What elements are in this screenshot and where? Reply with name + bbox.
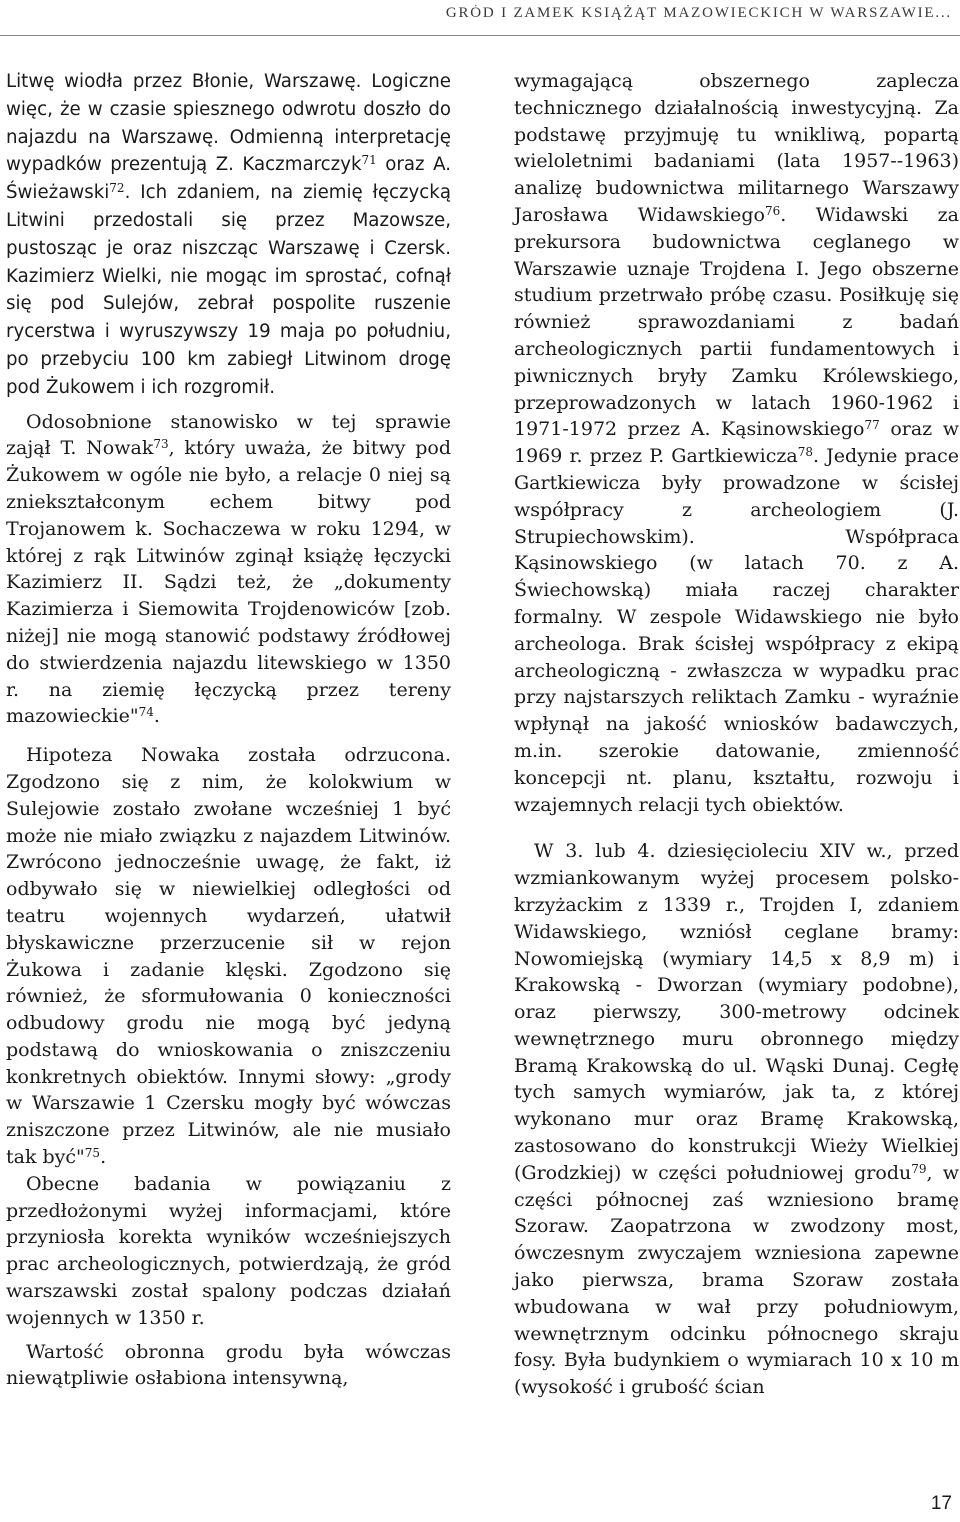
footnote-ref-79: 79 (911, 1161, 927, 1176)
paragraph-3: Hipoteza Nowaka została odrzucona. Zgodzono się z nim, że kolokwium w Sulejowie zostało zwołane wcześniej 1 być może nie miało związku z najazdem Litwinów. Zwrócono jednocześnie uwagę, że fakt, iż odbywało się w niewielkiej odległości od teatru wojennych wydarzeń, ułatwił błyskawiczne przerzucenie sił w rejon Żukowa i zadanie klęski. Zgodzono się również, że sformułowania 0 konieczności odbudowy grodu nie mogą być jedyną podstawą do wnioskowania o zniszczeniu konkretnych obiektów. Innymi słowy: „grody w Warszawie 1 Czersku mogły być wówczas zniszczone przez Litwinów, ale nie musiało tak być"$^{75}$. (6, 744, 451, 1169)
paragraph-2: Odosobnione stanowisko w tej sprawie zajął T. Nowak$^{73}$, który uważa, że bitwy pod Żukowem w ogóle nie było, a relacje 0 niej są zniekształconym echem bitwy pod Trojanowem k. Sochaczewa w roku 1294, w której z rąk Litwinów zginął książę łęczycki Kazimierz II. Sądzi też, że „dokumenty Kazimierza i Siemowita Trojdenowiców [zob. niżej] nie mogą stanowić podstawy źródłowej do stwierdzenia najazdu litewskiego w 1350 r. na ziemię łęczycką przez tereny mazowieckie"$^{74}$. (6, 410, 451, 728)
footnote-ref-76: 76 (765, 203, 781, 218)
footnote-ref-72: 72 (109, 181, 125, 196)
paragraph-1: Litwę wiodła przez Błonie, Warszawę. Logiczne więc, że w czasie spiesznego odwrotu doszło do najazdu na Warszawę. Odmienną interpretację wypadków prezentują Z. Kaczmarczyk$^{71}$ oraz A. Świeżawski$^{72}$. Ich zdaniem, na ziemię łęczycką Litwini przedostali się przez Mazowsze, pustosząc je oraz niszcząc Warszawę i Czersk. Kazimierz Wielki, nie mogąc im sprostać, cofnął się pod Sulejów, zebrał pospolite ruszenie rycerstwa i wyruszywszy 19 maja po południu, po przebyciu 100 km zabiegł Litwinom drogę pod Żukowem i ich rozgromił. (6, 71, 451, 398)
left-column (6, 68, 451, 1392)
page-number: 17 (930, 1493, 952, 1514)
footnote-ref-73: 73 (153, 437, 169, 452)
paragraph-6: wymagającą obszernego zaplecza technicznego działalnością inwestycyjną. Za podstawę przyjmuję tu wnikliwą, popartą wieloletnimi badaniami (lata 1957--1963) analizę budownictwa militarnego Warszawy Jarosława Widawskiego$^{76}$. Widawski za prekursora budownictwa ceglanego w Warszawie uznaje Trojdena I. Jego obszerne studium przetrwało próbę czasu. Posiłkuję się również sprawozdaniami z badań archeologicznych partii fundamentowych i piwnicznych bryły Zamku Królewskiego, przeprowadzonych w latach 1960-1962 i 1971-1972 przez A. Kąsinowskiego$^{77}$ oraz w 1969 r. przez P. Gartkiewicza$^{78}$. Jedynie prace Gartkiewicza były prowadzone w ścisłej współpracy z archeologiem (J. Strupiechowskim). Współpraca Kąsinowskiego (w latach 70. z A. Świechowską) miała raczej charakter formalny. W zespole Widawskiego nie było archeologa. Brak ścisłej współpracy z ekipą archeologiczną - zwłaszcza w wypadku prac przy najstarszych reliktach Zamku - wyraźnie wpłynął na jakość wniosków badawczych, m.in. szerokie datowanie, zmienność koncepcji nt. planu, kształtu, rozwoju i wzajemnych relacji tych obiektów. (514, 70, 959, 816)
footnote-ref-71: 71 (361, 153, 377, 168)
paragraph-5: Wartość obronna grodu była wówczas niewątpliwie osłabiona intensywną, (6, 1340, 451, 1390)
paragraph-7: W 3. lub 4. dziesięcioleciu XIV w., przed wzmiankowanym wyżej procesem polsko-krzyżackim z 1339 r., Trojden I, zdaniem Widawskiego, wzniósł ceglane bramy: Nowomiejską (wymiary 14,5 x 8,9 m) i Krakowską - Dworzan (wymiary podobne), oraz pierwszy, 300-metrowy odcinek wewnętrznego muru obronnego między Bramą Krakowską do ul. Wąski Dunaj. Cegłę tych samych wymiarów, jak ta, z której wykonano mur oraz Bramę Krakowską, zastosowano do konstrukcji Wieży Wielkiej (Grodzkiej) w części południowej grodu$^{79}$, w części północnej zaś wzniesiono bramę Szoraw. Zaopatrzona w zwodzony most, ówczesnym zwyczajem wzniesiona zapewne jako pierwsza, brama Szoraw została wbudowana w wał przy południowym, wewnętrznym odcinku północnego skraju fosy. Była budynkiem o wymiarach 10 x 10 m (wysokość i grubość ścian (514, 840, 959, 1399)
footnote-ref-74: 74 (138, 705, 154, 720)
footnote-ref-78: 78 (797, 445, 813, 460)
header-rule (0, 35, 960, 36)
paragraph-4: Obecne badania w powiązaniu z przedłożonymi wyżej informacjami, które przyniosła korekta wyników wcześniejszych prac archeologicznych, potwierdzają, że gród warszawski został spalony podczas działań wojennych w 1350 r. (6, 1172, 451, 1329)
right-column (514, 68, 959, 1401)
running-head: GRÓD I ZAMEK KSIĄŻĄT MAZOWIECKICH W WARSZAWIE... (445, 5, 952, 21)
footnote-ref-75: 75 (84, 1146, 101, 1161)
footnote-ref-77: 77 (864, 418, 880, 433)
